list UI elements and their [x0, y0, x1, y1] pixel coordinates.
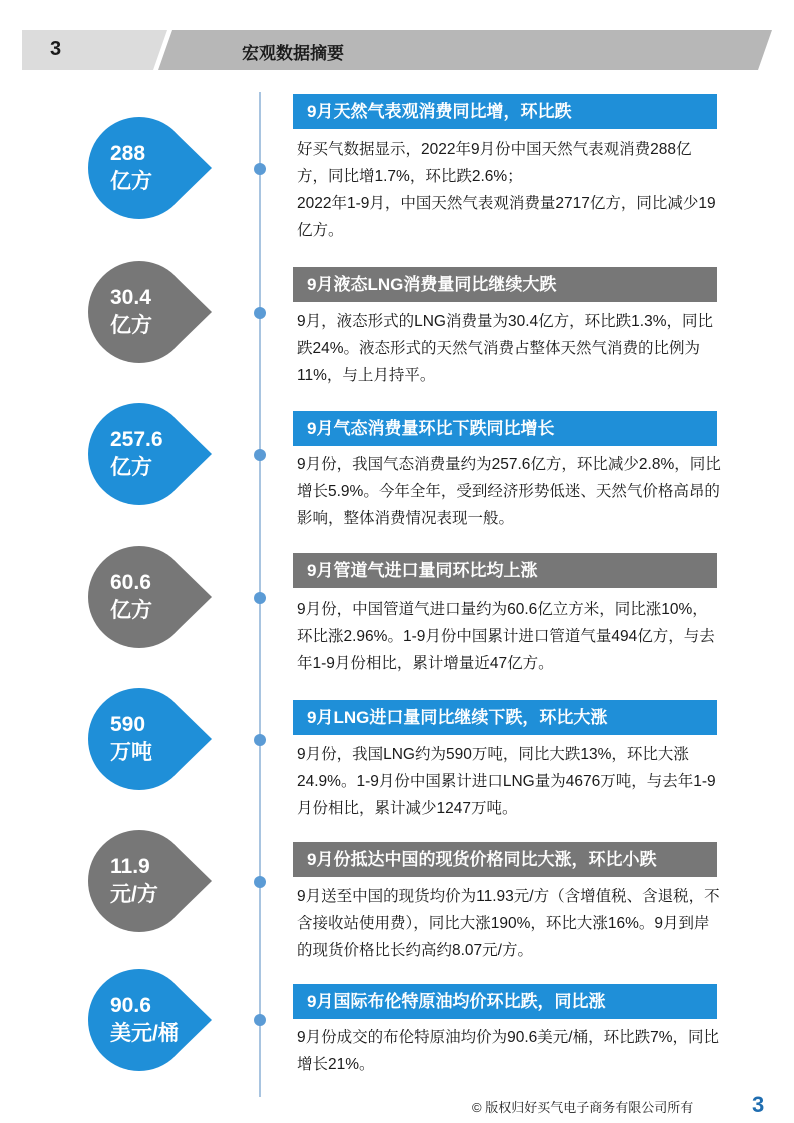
- section-body: [297, 741, 722, 822]
- value-number: 257.6: [110, 428, 163, 451]
- timeline-dot: [254, 449, 266, 461]
- header-number-tab: [22, 30, 167, 70]
- value-unit: 元/方: [110, 883, 158, 906]
- footer-copyright: © 版权归好买气电子商务有限公司所有: [472, 1100, 694, 1115]
- timeline-dot: [254, 592, 266, 604]
- timeline-dot: [254, 876, 266, 888]
- section-paragraph: 9月份，我国LNG约为590万吨，同比大跌13%，环比大涨24.9%。1-9月份中国累计进口LNG量为4676万吨，与去年1-9月份相比，累计减少1247万吨。: [297, 746, 716, 817]
- section-title: 9月管道气进口量同环比均上涨: [293, 553, 717, 588]
- section-title: 9月LNG进口量同比继续下跌，环比大涨: [293, 700, 717, 735]
- value-number: 590: [110, 713, 146, 736]
- value-bubble: [88, 830, 190, 932]
- section-paragraph: 9月份成交的布伦特原油均价为90.6美元/桶，环比跌7%，同比增长21%。: [297, 1029, 719, 1073]
- section-paragraph: 9月份，我国气态消费量约为257.6亿方，环比减少2.8%，同比增长5.9%。今年全年，受到经济形势低迷、天然气价格高昂的影响，整体消费情况表现一般。: [297, 456, 721, 527]
- value-bubble: [88, 969, 190, 1071]
- value-number: 11.9: [110, 855, 150, 878]
- section-title: 9月液态LNG消费量同比继续大跌: [293, 267, 717, 302]
- section-paragraph: 好买气数据显示，2022年9月份中国天然气表观消费288亿方，同比增1.7%，环比跌2.6%；: [297, 141, 692, 185]
- page-title: 宏观数据摘要: [242, 44, 344, 63]
- value-number: 288: [110, 142, 146, 165]
- section-body: [297, 136, 722, 244]
- value-unit: 亿方: [110, 599, 152, 622]
- value-bubble: [88, 546, 190, 648]
- value-unit: 亿方: [110, 314, 152, 337]
- timeline-dot: [254, 307, 266, 319]
- section-title: 9月国际布伦特原油均价环比跌，同比涨: [293, 984, 717, 1019]
- timeline-dot: [254, 163, 266, 175]
- section-body: [297, 883, 722, 964]
- value-unit: 亿方: [110, 456, 152, 479]
- section-paragraph: 9月送至中国的现货均价为11.93元/方（含增值税、含退税，不含接收站使用费），同比大涨190%，环比大涨16%。9月到岸的现货价格比长约高约8.07元/方。: [297, 888, 720, 959]
- section-body: [297, 596, 722, 677]
- value-bubble: [88, 688, 190, 790]
- value-bubble: [88, 261, 190, 363]
- value-bubble: [88, 117, 190, 219]
- section-paragraph: 2022年1-9月，中国天然气表观消费量2717亿方，同比减少19亿方。: [297, 195, 716, 239]
- value-number: 90.6: [110, 994, 151, 1017]
- value-unit: 亿方: [110, 170, 152, 193]
- timeline-dot: [254, 1014, 266, 1026]
- timeline-dot: [254, 734, 266, 746]
- section-number: 3: [50, 38, 62, 60]
- value-unit: 万吨: [110, 741, 152, 764]
- section-body: [297, 1024, 722, 1078]
- section-title: 9月气态消费量环比下跌同比增长: [293, 411, 717, 446]
- section-title: 9月天然气表观消费同比增，环比跌: [293, 94, 717, 129]
- value-number: 30.4: [110, 286, 151, 309]
- footer-page-number: 3: [752, 1092, 765, 1117]
- value-number: 60.6: [110, 571, 151, 594]
- section-title: 9月份抵达中国的现货价格同比大涨，环比小跌: [293, 842, 717, 877]
- value-bubble: [88, 403, 190, 505]
- section-paragraph: 9月份，中国管道气进口量约为60.6亿立方米，同比涨10%，环比涨2.96%。1-9月份中国累计进口管道气量494亿方，与去年1-9月份相比，累计增量近47亿方。: [297, 601, 715, 672]
- section-body: [297, 308, 722, 389]
- value-unit: 美元/桶: [110, 1022, 179, 1045]
- section-paragraph: 9月，液态形式的LNG消费量为30.4亿方，环比跌1.3%，同比跌24%。液态形式的天然气消费占整体天然气消费的比例为11%，与上月持平。: [297, 313, 713, 384]
- section-body: [297, 451, 722, 532]
